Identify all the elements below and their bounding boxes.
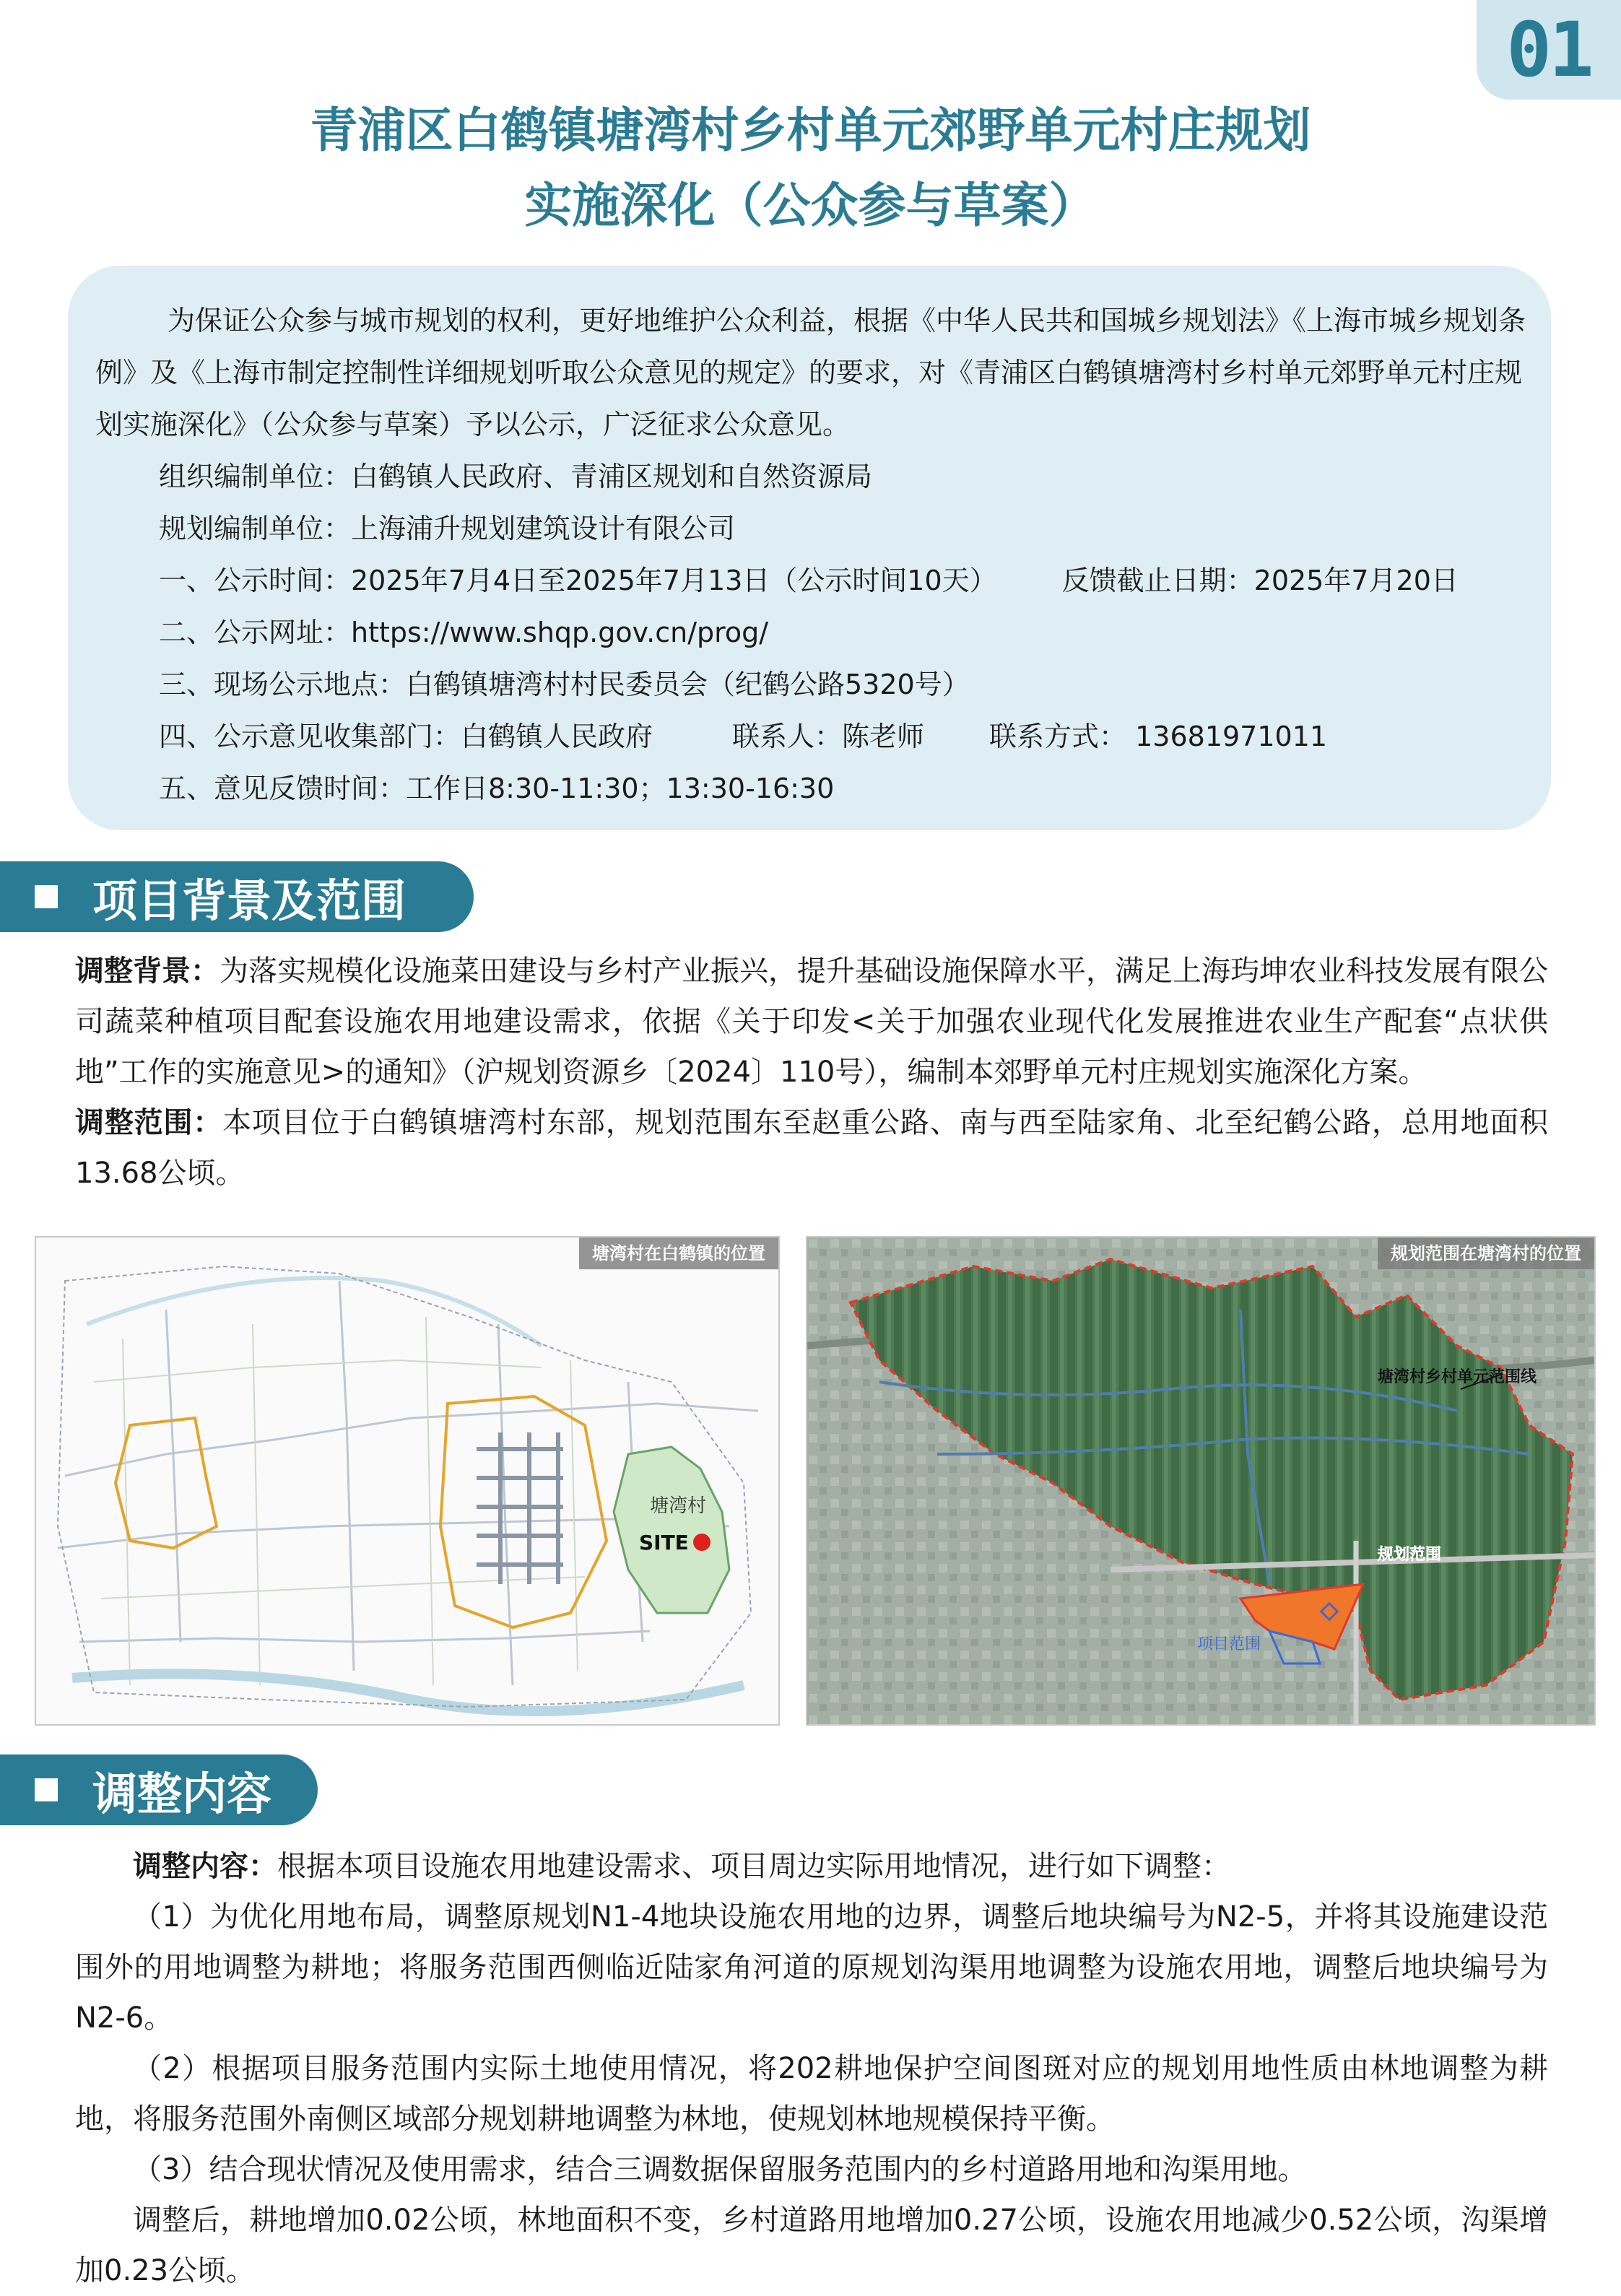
- notice-item-time: [95, 555, 1529, 606]
- notice-box: [68, 266, 1551, 830]
- background-text: [75, 946, 1548, 1199]
- notice-item-url: 二、公示网址：https://www.shqp.gov.cn/prog/: [159, 617, 769, 648]
- adjust-background-text: 为落实规模化设施菜田建设与乡村产业振兴，提升基础设施保障水平，满足上海玙坤农业科技发展有限公司蔬菜种植项目配套设施农用地建设需求，依据《关于印发<关于加强农业现代化发展推进农业生产配套“点状供地”工作的实施意见>的通知》（沪规划资源乡〔2024〕110号），编制本郊野单元村庄规划实施深化方案。: [75, 955, 1548, 1089]
- town-map-graphic: [36, 1238, 778, 1724]
- adjust-item-2: （2）根据项目服务范围内实际土地使用情况，将202耕地保护空间图斑对应的规划用地性质由林地调整为耕地，将服务范围外南侧区域部分规划耕地调整为林地，使规划林地规模保持平衡。: [75, 2052, 1548, 2136]
- adjust-background: [75, 946, 1548, 1097]
- page-number: 01: [1477, 0, 1621, 100]
- site-marker-icon: [693, 1534, 710, 1551]
- notice-contact: 联系人：陈老师: [732, 721, 925, 752]
- village-aerial-map: [806, 1236, 1596, 1726]
- adjust-content: [75, 1841, 1548, 1892]
- notice-item-hours: 五、意见反馈时间：工作日8:30-11:30；13:30-16:30: [159, 773, 835, 804]
- adjust-item-1: （1）为优化用地布局，调整原规划N1-4地块设施农用地的边界，调整后地块编号为N2-5，并将其设施建设范围外的用地调整为耕地；将服务范围西侧临近陆家角河道的原规划沟渠用地调整为设施农用地，调整后地块编号为N2-6。: [75, 1900, 1548, 2035]
- section-title: 项目背景及范围: [92, 874, 407, 927]
- adjust-scope-text: 本项目位于白鹤镇塘湾村东部，规划范围东至赵重公路、南与西至陆家角、北至纪鹤公路，总用地面积13.68公顷。: [75, 1106, 1549, 1190]
- map1-caption: 塘湾村在白鹤镇的位置: [579, 1238, 778, 1269]
- notice-item-location: 三、现场公示地点：白鹤镇塘湾村村民委员会（纪鹤公路5320号）: [159, 669, 970, 700]
- adjust-content-intro: 根据本项目设施农用地建设需求、项目周边实际用地情况，进行如下调整：: [277, 1850, 1230, 1883]
- notice-deadline: 反馈截止日期：2025年7月20日: [1061, 565, 1459, 596]
- notice-time: 一、公示时间：2025年7月4日至2025年7月13日（公示时间10天）: [159, 565, 997, 596]
- square-bullet-icon: [35, 885, 58, 908]
- page-title-line2: 实施深化（公众参与草案）: [524, 178, 1097, 233]
- square-bullet-icon: [35, 1778, 58, 1801]
- village-label: 塘湾村: [650, 1495, 707, 1517]
- section-header-background: [0, 861, 474, 932]
- notice-designer: 规划编制单位：上海浦升规划建筑设计有限公司: [159, 513, 736, 544]
- boundary-label: 塘湾村乡村单元范围线: [1378, 1368, 1537, 1386]
- adjust-summary: 调整后，耕地增加0.02公顷，林地面积不变，乡村道路用地增加0.27公顷，设施农用地减少0.52公顷，沟渠增加0.23公顷。: [75, 2204, 1548, 2287]
- site-label: SITE: [639, 1531, 689, 1554]
- town-grid-dots: [477, 1432, 563, 1584]
- notice-item-dept: [95, 710, 1529, 762]
- adjust-background-label: 调整背景：: [75, 955, 220, 988]
- section-title: 调整内容: [92, 1767, 272, 1820]
- section-header-adjustment: [0, 1754, 318, 1825]
- adjust-scope: [75, 1097, 1548, 1199]
- aerial-map-graphic: [807, 1238, 1594, 1724]
- plan-label: 规划范围: [1378, 1546, 1442, 1564]
- town-location-map: [35, 1236, 780, 1726]
- adjust-scope-label: 调整范围：: [75, 1106, 223, 1139]
- notice-dept: 四、公示意见收集部门：白鹤镇人民政府: [159, 721, 653, 752]
- adjust-item-3: （3）结合现状情况及使用需求，结合三调数据保留服务范围内的乡村道路用地和沟渠用地。: [133, 2153, 1307, 2186]
- boundary-lines: [116, 1396, 607, 1627]
- adjustment-text: [75, 1841, 1548, 2296]
- page-title-line1: 青浦区白鹤镇塘湾村乡村单元郊野单元村庄规划: [310, 103, 1311, 158]
- notice-org: 组织编制单位：白鹤镇人民政府、青浦区规划和自然资源局: [159, 461, 873, 492]
- map2-caption: 规划范围在塘湾村的位置: [1378, 1238, 1594, 1269]
- notice-intro: 为保证公众参与城市规划的权利，更好地维护公众利益，根据《中华人民共和国城乡规划法》《上海市城乡规划条例》及《上海市制定控制性详细规划听取公众意见的规定》的要求，对《青浦区白鹤镇塘湾村乡村单元郊野单元村庄规划实施深化》（公众参与草案）予以公示，广泛征求公众意见。: [95, 305, 1526, 440]
- notice-phone: 联系方式： 13681971011: [989, 721, 1328, 752]
- adjust-content-label: 调整内容：: [133, 1850, 277, 1883]
- village-area: [614, 1447, 729, 1613]
- project-label: 项目范围: [1197, 1635, 1261, 1653]
